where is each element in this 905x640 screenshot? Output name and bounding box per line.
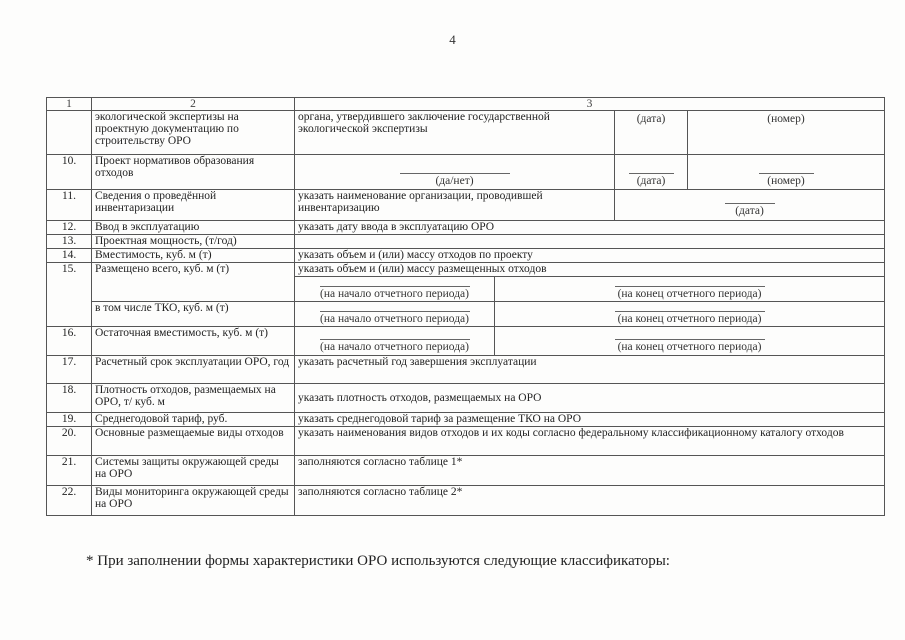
- period-start-caption: (на начало отчетного периода): [320, 341, 469, 353]
- table-row: [47, 235, 885, 249]
- row-text: указать дату ввода в эксплуатацию ОРО: [295, 221, 885, 235]
- table-row: [47, 190, 885, 221]
- period-end-caption: (на конец отчетного периода): [615, 311, 765, 325]
- row-number: 13.: [47, 235, 92, 249]
- header-row: [47, 98, 885, 111]
- row-text: указать расчетный год завершения эксплуатации: [295, 356, 885, 384]
- period-start-caption: (на начало отчетного периода): [320, 288, 469, 300]
- table-row: [47, 302, 885, 327]
- table-row: [47, 249, 885, 263]
- period-end-caption: (на конец отчетного периода): [615, 339, 765, 353]
- row-label: Сведения о проведённой инвентаризации: [92, 190, 295, 221]
- row-label: экологической экспертизы на проектную документацию по строительству ОРО: [92, 111, 295, 155]
- yes-no-caption: (да/нет): [400, 173, 510, 187]
- row-text: органа, утвердившего заключение государственной экологической экспертизы: [295, 111, 615, 155]
- row-number: 19.: [47, 413, 92, 427]
- number-caption: (номер): [688, 111, 885, 155]
- table-row: [47, 111, 885, 155]
- row-text: заполняются согласно таблице 1*: [295, 456, 885, 486]
- row-text: заполняются согласно таблице 2*: [295, 486, 885, 516]
- row-number: 21.: [47, 456, 92, 486]
- row-text: указать наименования видов отходов и их коды согласно федеральному классификационному каталогу отходов: [295, 427, 885, 456]
- table-row: [47, 327, 885, 356]
- row-label: Проект нормативов образования отходов: [92, 155, 295, 190]
- row-label: Основные размещаемые виды отходов: [92, 427, 295, 456]
- row-text: указать объем и (или) массу размещенных отходов: [295, 263, 885, 277]
- period-start-caption: (на начало отчетного периода): [320, 313, 469, 325]
- row-number: 16.: [47, 327, 92, 356]
- row-number: 10.: [47, 155, 92, 190]
- row-text: указать плотность отходов, размещаемых на ОРО: [295, 384, 885, 413]
- row-label: Ввод в эксплуатацию: [92, 221, 295, 235]
- page-number: 4: [449, 32, 456, 47]
- row-number: 17.: [47, 356, 92, 384]
- row-text: указать среднегодовой тариф за размещение ТКО на ОРО: [295, 413, 885, 427]
- row-number: 20.: [47, 427, 92, 456]
- date-caption: (дата): [629, 173, 674, 187]
- table-row: [47, 486, 885, 516]
- row-number: 15.: [47, 263, 92, 327]
- number-caption: (номер): [759, 173, 814, 187]
- row-label: Размещено всего, куб. м (т): [92, 263, 295, 302]
- header-col-2: 2: [92, 98, 295, 111]
- header-col-1: 1: [47, 98, 92, 111]
- table-row: [47, 263, 885, 277]
- row-sublabel: в том числе ТКО, куб. м (т): [92, 302, 295, 327]
- table-row: [47, 456, 885, 486]
- row-label: Системы защиты окружающей среды на ОРО: [92, 456, 295, 486]
- row-number: 11.: [47, 190, 92, 221]
- row-label: Проектная мощность, (т/год): [92, 235, 295, 249]
- row-label: Виды мониторинга окружающей среды на ОРО: [92, 486, 295, 516]
- table-row: [47, 413, 885, 427]
- row-number: 18.: [47, 384, 92, 413]
- period-end-caption: (на конец отчетного периода): [615, 286, 765, 300]
- table-row: [47, 356, 885, 384]
- row-label: Плотность отходов, размещаемых на ОРО, т/ куб. м: [92, 384, 295, 413]
- row-text: указать наименование организации, проводившей инвентаризацию: [295, 190, 615, 221]
- row-number: 14.: [47, 249, 92, 263]
- row-number: 12.: [47, 221, 92, 235]
- table-row: [47, 221, 885, 235]
- header-col-3: 3: [295, 98, 885, 111]
- row-label: Расчетный срок эксплуатации ОРО, год: [92, 356, 295, 384]
- row-number: 22.: [47, 486, 92, 516]
- row-label: Вместимость, куб. м (т): [92, 249, 295, 263]
- table-row: [47, 427, 885, 456]
- date-caption: (дата): [725, 203, 775, 217]
- row-label: Остаточная вместимость, куб. м (т): [92, 327, 295, 356]
- row-label: Среднегодовой тариф, руб.: [92, 413, 295, 427]
- date-caption: (дата): [615, 111, 688, 155]
- table-row: [47, 384, 885, 413]
- footnote: * При заполнении формы характеристики ОРО используются следующие классификаторы:: [86, 553, 670, 569]
- oro-characteristics-table: [46, 97, 885, 516]
- row-text: указать объем и (или) массу отходов по проекту: [295, 249, 885, 263]
- table-row: [47, 155, 885, 190]
